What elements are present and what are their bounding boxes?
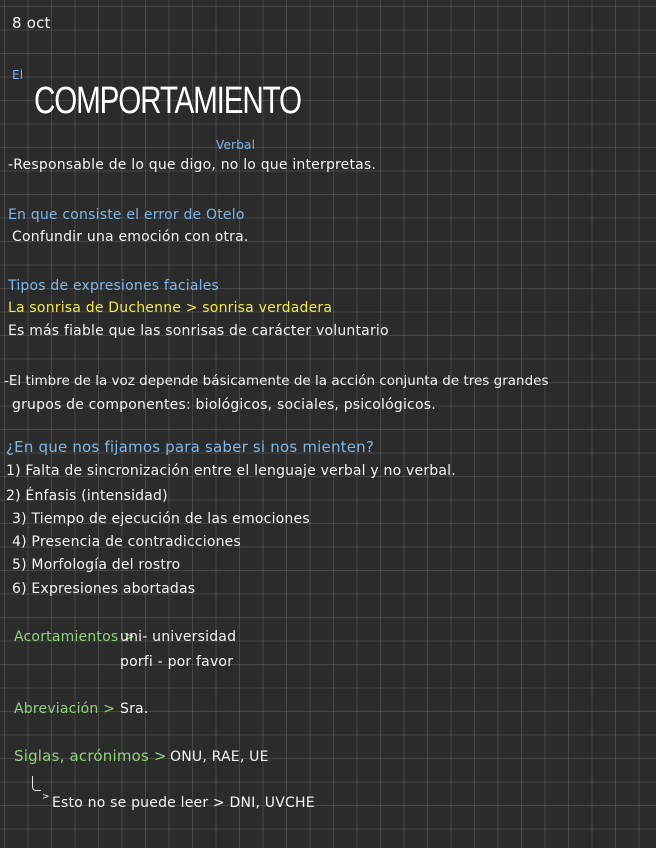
list-item: 1) Falta de sincronización entre el lenguaje verbal y no verbal. [6, 463, 456, 479]
siglas-value: ONU, RAE, UE [170, 749, 269, 765]
tipos-heading: Tipos de expresiones faciales [8, 278, 220, 294]
title-prefix: El [12, 68, 24, 82]
list-item: 3) Tiempo de ejecución de las emociones [12, 511, 310, 527]
siglas-note: Esto no se puede leer > DNI, UVCHE [52, 795, 315, 811]
list-item: 6) Expresiones abortadas [12, 581, 196, 597]
hook-arrow-icon [32, 776, 41, 791]
note-line-responsable: -Responsable de lo que digo, no lo que interpretas. [8, 157, 377, 173]
page-title: COMPORTAMIENTO [34, 80, 301, 122]
abreviacion-label: Abreviación > [14, 701, 116, 717]
mienten-heading: ¿En que nos fijamos para saber si nos mienten? [6, 438, 375, 456]
siglas-label: Siglas, acrónimos > [14, 747, 167, 765]
list-item: 2) Énfasis (intensidad) [6, 488, 168, 504]
hook-arrowhead-icon: > [42, 792, 50, 802]
acortamientos-label: Acortamientos > [14, 629, 135, 645]
duchenne-line: La sonrisa de Duchenne > sonrisa verdadera [8, 300, 333, 316]
question-error-heading: En que consiste el error de Otelo [8, 207, 245, 223]
timbre-line-2: grupos de componentes: biológicos, sociales, psicológicos. [12, 397, 436, 413]
list-item: 4) Presencia de contradicciones [12, 534, 241, 550]
page-subtitle: Verbal [216, 138, 256, 152]
acortamiento-2: porfi - por favor [120, 654, 234, 670]
answer-error: Confundir una emoción con otra. [12, 229, 249, 245]
acortamiento-1: uni- universidad [120, 629, 237, 645]
abreviacion-value: Sra. [120, 701, 149, 717]
fiable-line: Es más fiable que las sonrisas de carácter voluntario [8, 323, 389, 339]
list-item: 5) Morfología del rostro [12, 557, 181, 573]
timbre-line-1: -El timbre de la voz depende básicamente de la acción conjunta de tres grandes [4, 373, 549, 389]
note-date: 8 oct [12, 14, 51, 32]
